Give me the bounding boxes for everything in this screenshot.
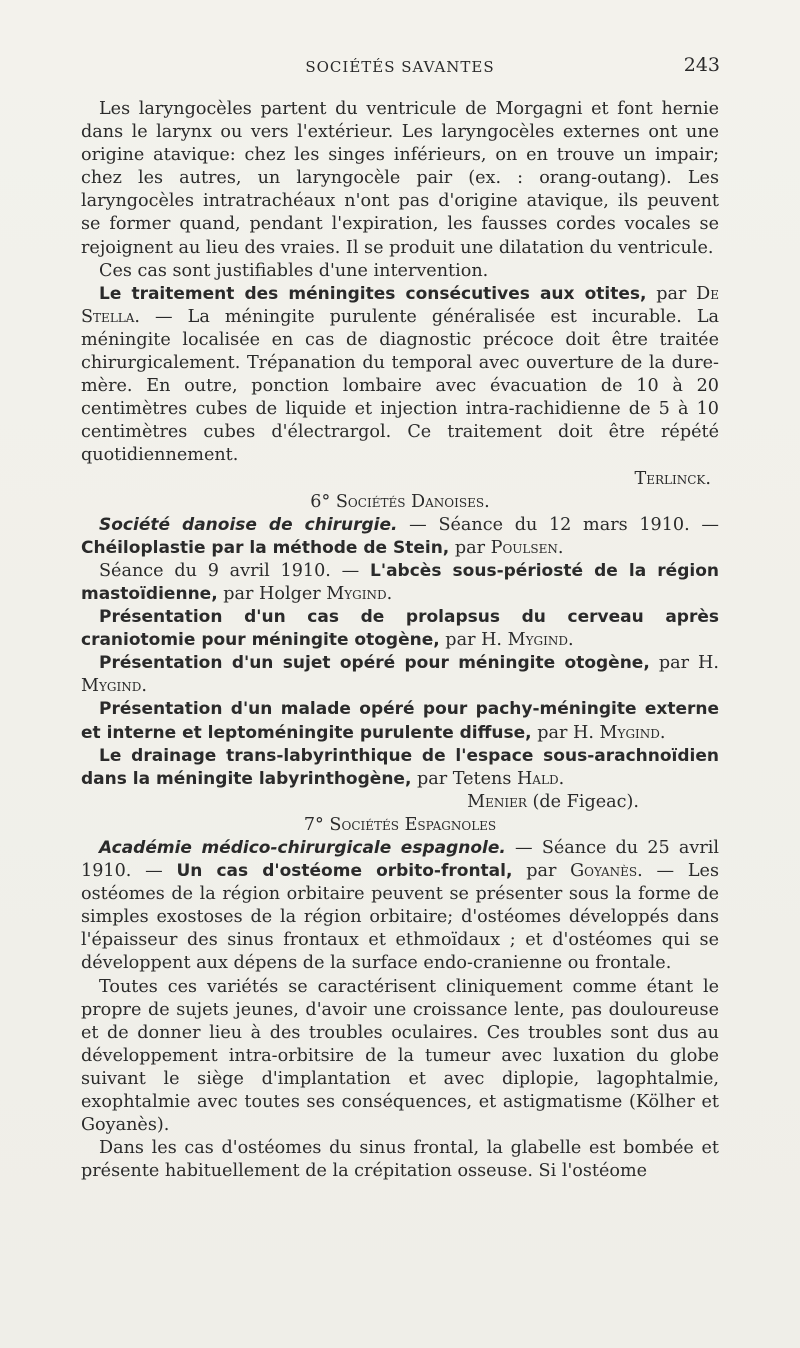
article-author: Hald <box>516 768 559 789</box>
signature-menier <box>81 791 719 814</box>
paragraph-pachy-meningite <box>81 698 719 744</box>
running-head: SOCIÉTÉS SAVANTES <box>305 58 495 76</box>
signature-name: Menier <box>467 791 527 812</box>
article-by: par H. <box>531 722 600 743</box>
page-body <box>81 98 719 1183</box>
article-title: Présentation d'un cas de prolapsus du cerveau après craniotomie pour méningite otogène, <box>81 607 719 651</box>
article-end: . <box>659 722 666 743</box>
article-end: . <box>386 583 393 604</box>
article-author: Poulsen <box>490 537 558 558</box>
paragraph-sinus-frontal: Dans les cas d'ostéomes du sinus frontal, la glabelle est bombée et présente habituellement de la crépitation osseuse. Si l'ostéome <box>81 1138 719 1182</box>
article-author: Mygind <box>599 722 660 743</box>
signature-place: (de Figeac). <box>526 791 639 812</box>
session-date: — Séance du 12 mars 1910. — <box>397 514 719 535</box>
paragraph-spanish-society <box>81 837 719 976</box>
paragraph-abces <box>81 560 719 606</box>
paragraph-sujet-opere <box>81 652 719 698</box>
paragraph-intervention: Ces cas sont justifiables d'une intervention. <box>99 260 489 281</box>
article-end: . <box>568 630 574 651</box>
session-date: Séance du 9 avril 1910. — <box>99 560 371 581</box>
paragraph-prolapsus <box>81 606 719 652</box>
society-name: Académie médico-chirurgicale espagnole. <box>99 838 506 858</box>
article-author: Mygind <box>507 630 568 651</box>
article-title: Présentation d'un malade opéré pour pachy-méningite externe et interne et leptoméningite purulente diffuse, <box>81 699 719 743</box>
article-end: . <box>557 537 564 558</box>
article-title: Un cas d'ostéome orbito-frontal, <box>176 861 513 882</box>
article-by: par H. <box>649 653 719 674</box>
article-title: Le drainage trans-labyrinthique de l'espace sous-arachnoïdien dans la méningite labyrinthogène, <box>81 745 719 789</box>
paragraph-laryngoceles: Les laryngocèles partent du ventricule de Morgagni et font hernie dans le larynx ou vers l'extérieur. Les laryngocèles externes ont une origine atavique: chez les singes inférieurs, on en trouve un impair; chez les autres, un laryngocèle pair (ex. : orang-outang). Les laryngocèles intratrachéaux n'ont pas d'origine atavique, ils peuvent se former quand, pendant l'expiration, les fausses cordes vocales se rejoignent au lieu des vraies. Il se produit une dilatation du ventricule. <box>81 99 719 258</box>
article-author: Goyanès <box>570 861 638 882</box>
article-by: par <box>512 861 571 882</box>
page-header <box>80 54 720 84</box>
article-by: par Tetens <box>411 768 517 789</box>
article-title: Chéiloplastie par la méthode de Stein, <box>81 537 450 558</box>
signature-terlinck: Terlinck. <box>634 468 711 489</box>
paragraph-meningites <box>81 283 719 468</box>
article-by: par <box>646 283 697 304</box>
article-by: par <box>449 537 491 558</box>
paragraph-drainage <box>81 745 719 791</box>
article-title: Présentation d'un sujet opéré pour méningite otogène, <box>99 653 650 674</box>
article-author: Mygind <box>81 676 142 697</box>
society-name: Société danoise de chirurgie. <box>99 514 398 535</box>
article-end: . <box>141 676 147 697</box>
article-author: Mygind <box>326 583 387 604</box>
article-end: . <box>558 768 565 789</box>
page-number: 243 <box>683 54 720 76</box>
section-heading-danish: 6° Sociétés Danoises. <box>310 491 490 512</box>
article-title: Le traitement des méningites consécutives aux otites, <box>99 283 647 304</box>
session-date: — Séance du 25 avril 1910. — <box>81 838 719 882</box>
section-heading-spanish: 7° Sociétés Espagnoles <box>303 814 497 835</box>
article-by: par Holger <box>217 583 327 604</box>
paragraph-danish-society <box>81 514 719 560</box>
article-author: De Stella <box>81 283 719 327</box>
article-title: L'abcès sous-périosté de la région mastoïdienne, <box>81 560 719 604</box>
article-body: . — La méningite purulente généralisée est incurable. La méningite localisée en cas de diagnostic précoce doit être traitée chirurgicalement. Trépanation du temporal avec ouverture de la dure-mère. En outre, ponction lombaire avec évacuation de 10 à 20 centimètres cubes de liquide et injection intra-rachidienne de 5 à 10 centimètres cubes d'électrargol. Ce traitement doit être répété quotidiennement. <box>81 306 719 466</box>
article-body: . — Les ostéomes de la région orbitaire peuvent se présenter sous la forme de simples exostoses de la région orbitaire; d'ostéomes développés dans l'épaisseur des sinus frontaux et ethmoïdaux ; et d'ostéomes qui se développent aux dépens de la surface endo-cranienne ou frontale. <box>81 861 719 974</box>
paragraph-varietes: Toutes ces variétés se caractérisent cliniquement comme étant le propre de sujets jeunes, d'avoir une croissance lente, pas douloureuse et de donner lieu à des troubles oculaires. Ces troubles sont dus au développement intra-orbitsire de la tumeur avec luxation du globe suivant le siège d'implantation et avec diplopie, lagophtalmie, exophtalmie avec toutes ses conséquences, et astigmatisme (Kölher et Goyanès). <box>81 976 719 1136</box>
article-by: par H. <box>439 630 508 651</box>
